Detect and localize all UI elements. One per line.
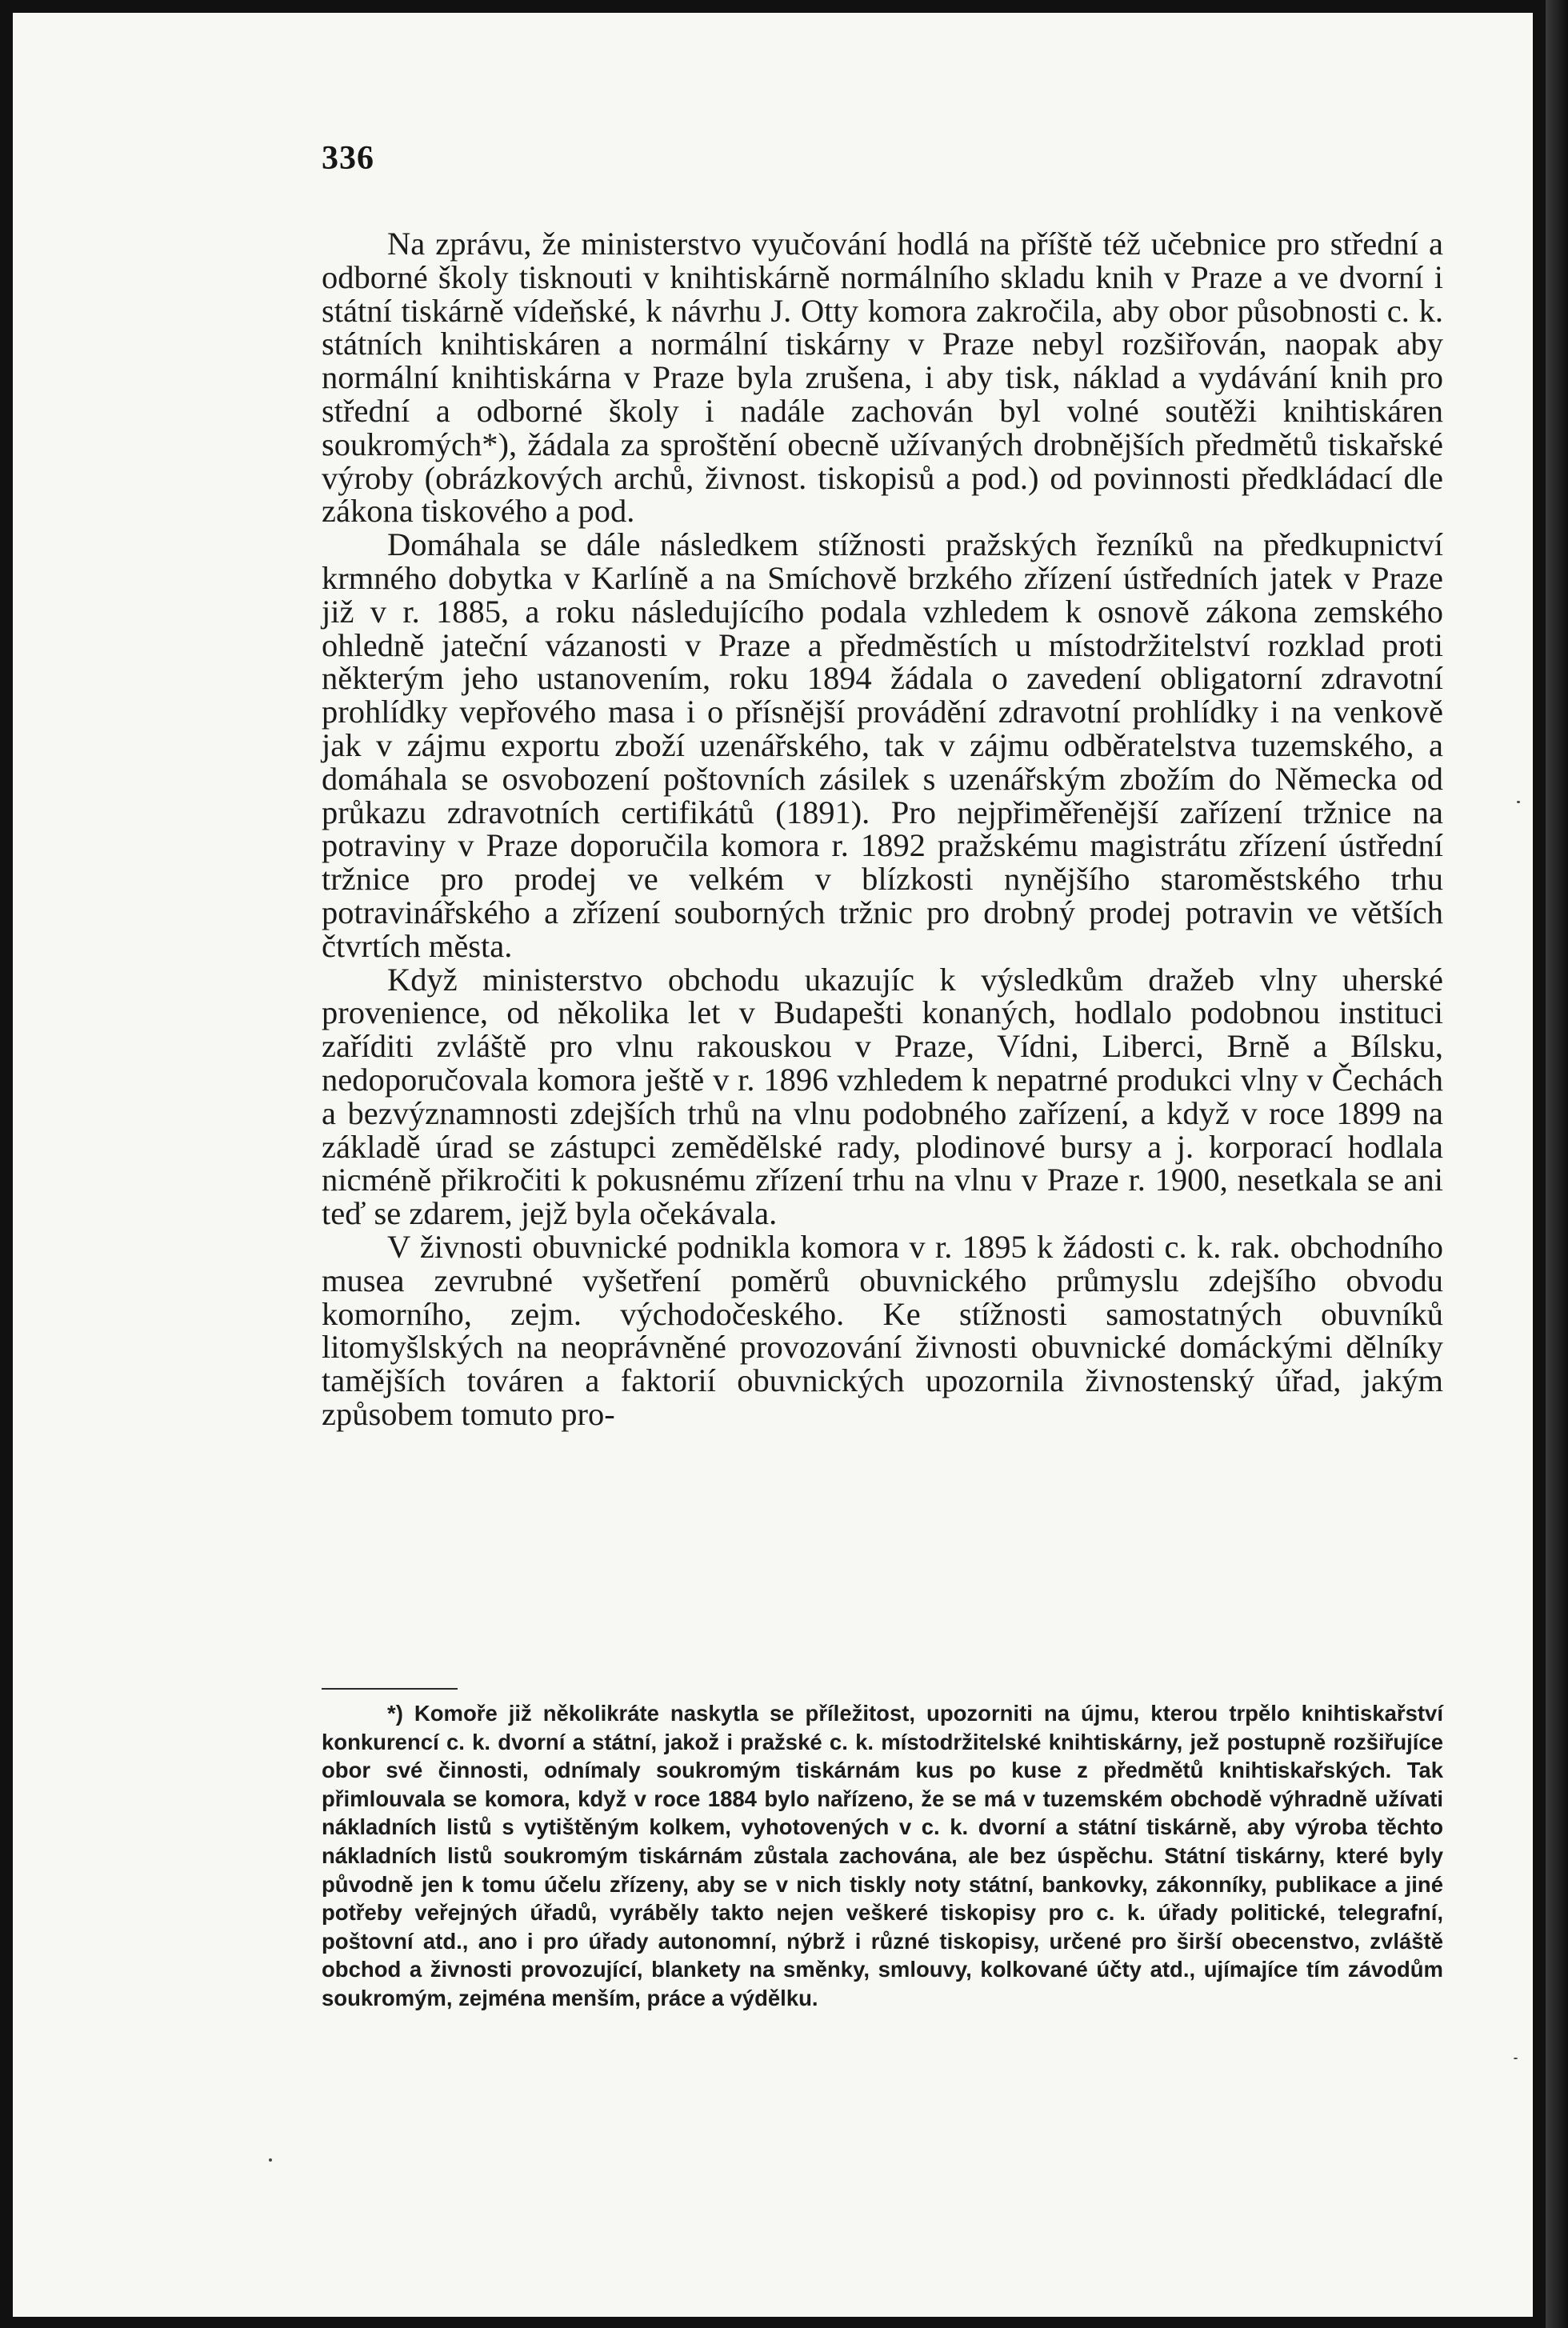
main-text-body bbox=[322, 227, 1443, 1431]
scan-speck bbox=[269, 2158, 272, 2162]
footnote-text: *) Komoře již několikráte naskytla se příležitost, upozorniti na újmu, kterou trpělo knihtiskařství konkurencí c. k. dvorní a státní, jakož i pražské c. k. místodržitelské knihtiskárny, jež postupně rozšiřujíce obor své činnosti, odnímaly soukromým tiskárnám kus po kuse z předmětů knihtiskařských. Tak přimlouvala se komora, když v roce 1884 bylo nařízeno, že se má v tuzemském obchodě výhradně užívati nákladních listů s vytištěným kolkem, vyhotovených v c. k. dvorní a státní tiskárně, aby výroba těchto nákladních listů soukromým tiskárnám zůstala zachována, ale bez úspěchu. Státní tiskárny, které byly původně jen k tomu účelu zřízeny, aby se v nich tiskly noty státní, bankovky, zákonníky, publikace a jiné potřeby veřejných úřadů, vyráběly takto nejen veškeré tiskopisy pro c. k. úřady politické, telegrafní, poštovní atd., ano i pro úřady autonomní, nýbrž i různé tiskopisy, určené pro širší obecenstvo, zvláště obchod a živnosti provozující, blankety na směnky, smlouvy, kolkované účty atd., ujímajíce tím závodům soukromým, zejména menším, práce a výdělku. bbox=[322, 1701, 1443, 2010]
paragraph-printing-schools: Na zprávu, že ministerstvo vyučování hodlá na příště též učebnice pro střední a odborné školy tisknouti v knihtiskárně normálního skladu knih v Praze a ve dvorní i státní tiskárně vídeňské, k návrhu J. Otty komora zakročila, aby obor působnosti c. k. státních knihtiskáren a normální tiskárny v Praze nebyl rozšiřován, naopak aby normální knihtiskárna v Praze byla zrušena, i aby tisk, náklad a vydávání knih pro střední a odborné školy i nadále zachován byl volné soutěži knihtiskáren soukromých*), žádala za sproštění obecně užívaných drobnějších předmětů tiskařské výroby (obrázkových archů, živnost. tiskopisů a pod.) od povinnosti předkládací dle zákona tiskového a pod. bbox=[322, 226, 1443, 530]
paragraph-shoemakers: V živnosti obuvnické podnikla komora v r. 1895 k žádosti c. k. rak. obchodního musea zevrubné vyšetření poměrů obuvnického průmyslu zdejšího obvodu komorního, zejm. východočeského. Ke stížnosti samostatných obuvníků litomyšlských na neoprávněné provozování živnosti obuvnické domáckými dělníky tamějších továren a faktorií obuvnických upozornila živnostenský úřad, jakým způsobem tomuto pro- bbox=[322, 1228, 1443, 1432]
page-number: 336 bbox=[322, 140, 374, 177]
footnote bbox=[322, 1699, 1443, 2013]
scan-speck bbox=[1514, 2058, 1518, 2059]
scan-speck bbox=[1517, 801, 1520, 803]
book-spine-edge bbox=[1546, 0, 1568, 2328]
paragraph-butchers-slaughterhouse: Domáhala se dále následkem stížnosti pražských řezníků na předkupnictví krmného dobytka v Karlíně a na Smíchově brzkého zřízení ústředních jatek v Praze již v r. 1885, a roku následujícího podala vzhledem k osnově zákona zemského ohledně jateční vázanosti v Praze a předměstích u místodržitelství rozklad proti některým jeho ustanovením, roku 1894 žádala o zavedení obligatorní zdravotní prohlídky vepřového masa i o přísnější provádění zdravotní prohlídky i na venkově jak v zájmu exportu zboží uzenářského, tak v zájmu odběratelstva tuzemského, a domáhala se osvobození poštovních zásilek s uzenářským zbožím do Německa od průkazu zdravotních certifikátů (1891). Pro nejpřiměřenější zařízení tržnice na potraviny v Praze doporučila komora r. 1892 pražskému magistrátu zřízení ústřední tržnice pro prodej ve velkém v blízkosti nynějšího staroměstského trhu potravinářského a zřízení souborných tržnic pro drobný prodej potravin ve větších čtvrtích města. bbox=[322, 526, 1443, 964]
book-page bbox=[13, 13, 1533, 2317]
footnote-divider bbox=[322, 1688, 458, 1690]
paragraph-wool-auctions: Když ministerstvo obchodu ukazujíc k výsledkům dražeb vlny uherské provenience, od několika let v Budapešti konaných, hodlalo podobnou instituci zaříditi zvláště pro vlnu rakouskou v Praze, Vídni, Liberci, Brně a Bílsku, nedoporučovala komora ještě v r. 1896 vzhledem k nepatrné produkci vlny v Čechách a bezvýznamnosti zdejších trhů na vlnu podobného zařízení, a když v roce 1899 na základě úrad se zástupci zemědělské rady, plodinové bursy a j. korporací hodlala nicméně přikročiti k pokusnému zřízení trhu na vlnu v Praze r. 1900, nesetkala se ani teď se zdarem, jejž byla očekávala. bbox=[322, 961, 1443, 1232]
